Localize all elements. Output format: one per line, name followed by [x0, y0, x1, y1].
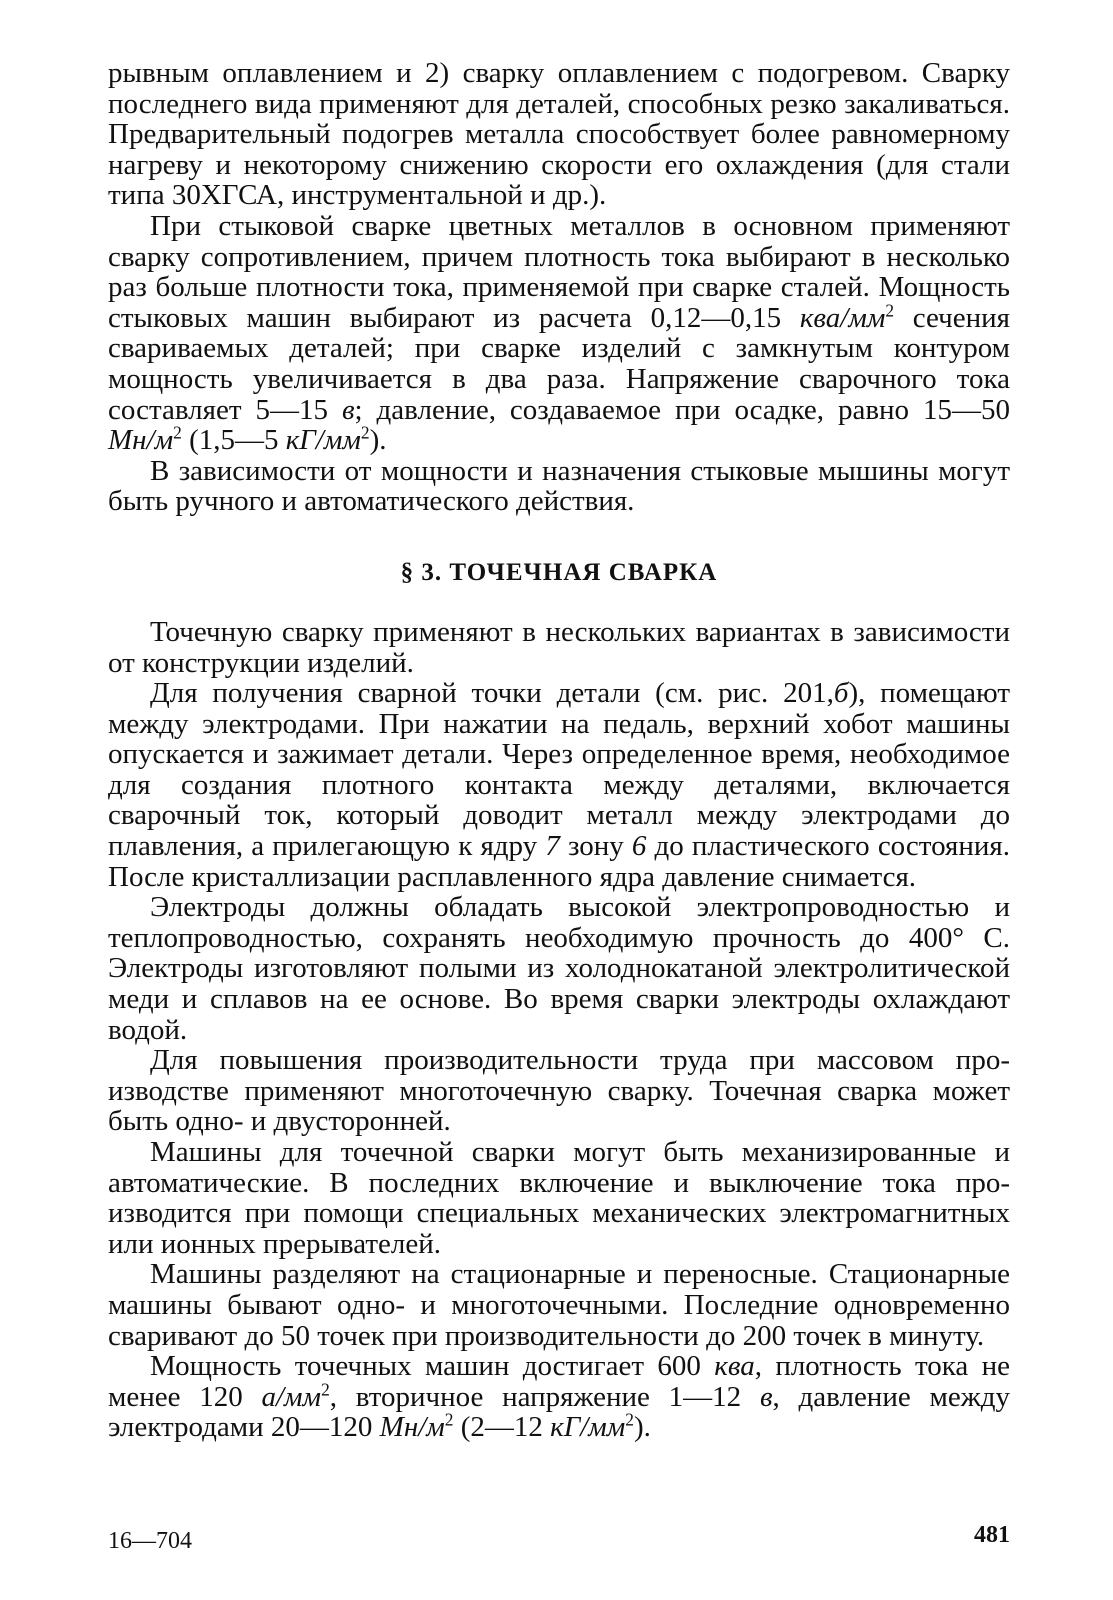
- text-run: , плотность тока не менее 120: [108, 1350, 1010, 1413]
- text-run: ).: [634, 1411, 651, 1444]
- text-run: Мощность точечных машин достигает 600: [150, 1350, 715, 1383]
- superscript: 2: [444, 1409, 454, 1430]
- italic-run: Мн/м: [379, 1411, 445, 1444]
- text-run: Для повышения производительности труда при массовом производстве применяют многоточечную сварку. Точечная сварка может быть одно- и двусторонней.: [108, 1044, 1010, 1138]
- italic-run: 6: [631, 830, 647, 863]
- text-run: , вторичное напряжение 1—12: [329, 1380, 760, 1413]
- text-run: зону: [559, 830, 632, 863]
- superscript: 2: [360, 422, 370, 443]
- paragraph: [108, 58, 1010, 211]
- italic-run: в: [759, 1380, 773, 1413]
- page-body: [108, 58, 1010, 1443]
- text-run: Машины разделяют на стационарные и переносные. Стационарные машины бывают одно- и многоточечными. Последние одновременно сваривают до 50 точек при производительности до 200 точек в минуту.: [108, 1258, 1010, 1352]
- page-number: 481: [974, 1522, 1010, 1548]
- italic-run: кГ/мм: [285, 424, 361, 457]
- italic-run: кГ/мм: [550, 1411, 626, 1444]
- text-run: (1,5—5: [181, 424, 286, 457]
- text-run: ), помещают между электродами. При нажатии на педаль, верхний хобот машины опускается и зажимает детали. Через определенное время, необходимое для создания плотного контакта между деталями, включается сварочный ток, который доводит металл между электродами до плавления, а прилегающую к ядру: [108, 677, 1011, 863]
- italic-run: Мн/м: [108, 424, 174, 457]
- italic-run: ква: [714, 1350, 755, 1383]
- paragraph: [108, 1045, 1010, 1137]
- paragraph: [108, 1351, 1010, 1443]
- text-run: Точечную сварку применяют в нескольких вариантах в зависимости от конструкции изделий.: [108, 615, 1010, 679]
- text-run: В зависимости от мощности и назначения стыковые мышины могут быть ручного и автоматического действия.: [108, 454, 1010, 518]
- text-run: Электроды должны обладать высокой электропроводностью и теплопроводностью, сохранять необходимую прочность до 400° С. Электроды изготовляют полыми из холоднокатаной электролитической меди и сплавов на ее основе. Во время сварки электроды охлаждают водой.: [108, 891, 1010, 1046]
- paragraph: [108, 678, 1010, 892]
- text-run: сечения свариваемых деталей; при сварке изделий с замкнутым контуром мощность увеличивается в два раза. Напряжение сварочного тока составляет 5—15: [108, 301, 1010, 426]
- text-run: ; давление, создаваемое при осадке, равно 15—50: [354, 393, 1010, 426]
- superscript: 2: [625, 1409, 634, 1430]
- superscript: 2: [173, 422, 182, 443]
- superscript: 2: [885, 300, 895, 321]
- superscript: 2: [321, 1379, 330, 1400]
- italic-run: а/мм: [261, 1380, 322, 1413]
- italic-run: б: [833, 677, 849, 710]
- text-run: (2—12: [453, 1411, 551, 1444]
- paragraph: [108, 456, 1010, 517]
- paragraph: [108, 617, 1010, 678]
- paragraphs-top: [108, 58, 1010, 517]
- section-heading: § 3. ТОЧЕЧНАЯ СВАРКА: [400, 558, 718, 586]
- text-run: ).: [369, 424, 387, 457]
- paragraphs-bottom: [108, 617, 1010, 1443]
- paragraph: [108, 1137, 1010, 1259]
- paragraph: [108, 1259, 1010, 1351]
- text-run: , давление между электродами 20—120: [108, 1380, 1010, 1444]
- italic-run: ква/мм: [799, 301, 886, 334]
- paragraph: [108, 211, 1010, 456]
- text-run: рывным оплавлением и 2) сварку оплавлением с подогревом. Сварку последнего вида применяют для деталей, способных резко закаливаться. Предварительный подогрев металла способствует более равномерному нагреву и некоторому снижению скорости его охлаждения (для стали типа 30ХГСА, инструментальной и др.).: [108, 57, 1010, 212]
- printer-signature: 16—704: [108, 1528, 192, 1554]
- text-run: Для получения сварной точки детали (см. рис. 201,: [150, 677, 834, 710]
- italic-run: 7: [545, 830, 560, 863]
- text-run: до пластического состояния. После кристаллизации расплавленного ядра давление снимается.: [108, 830, 1010, 893]
- italic-run: в: [341, 393, 355, 426]
- paragraph: [108, 892, 1010, 1045]
- text-run: При стыковой сварке цветных металлов в основном применяют сварку сопротивлением, причем плотность тока выбирают в несколько раз больше плотности тока, применяемой при сварке сталей. Мощность стыковых машин выбирают из расчета 0,12—0,15: [108, 209, 1010, 334]
- text-run: Машины для точечной сварки могут быть механизированные и автоматические. В последних включение и выключение тока производится при помощи специальных механических электромагнитных или ионных прерывателей.: [108, 1136, 1010, 1260]
